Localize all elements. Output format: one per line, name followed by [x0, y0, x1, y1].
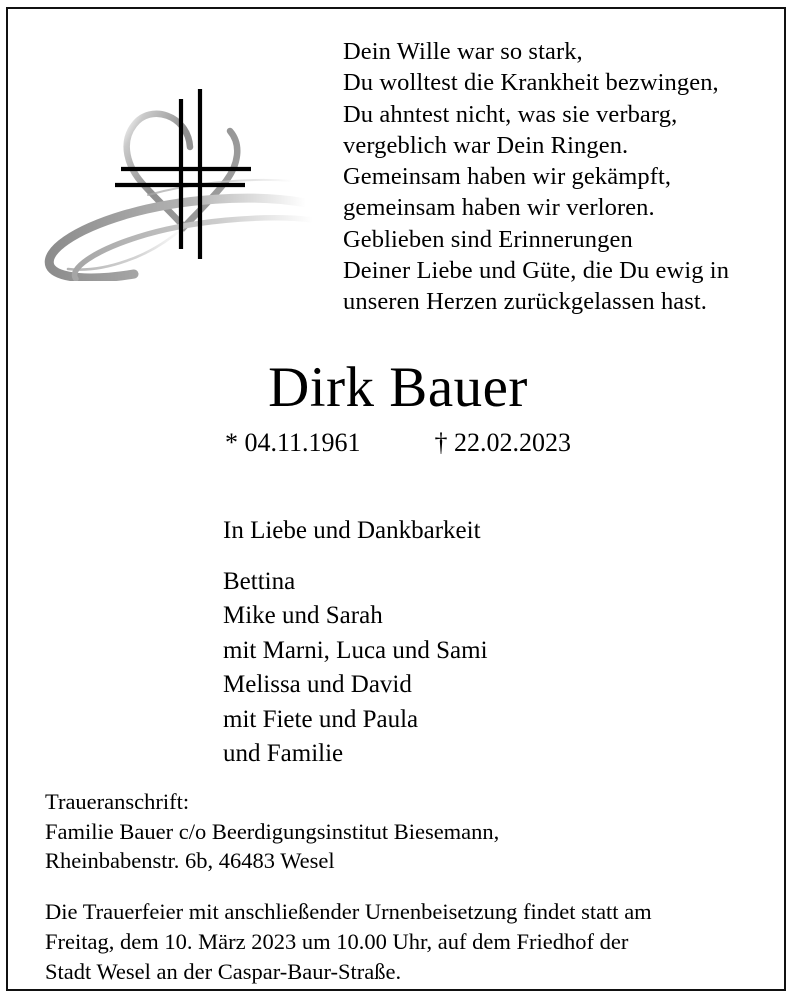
survivor-line: Mike und Sarah	[223, 602, 383, 629]
dedication-text: In Liebe und Dankbarkeit	[223, 517, 481, 544]
address-label: Traueranschrift:	[45, 789, 190, 814]
poem-line: unseren Herzen zurückgelassen hast.	[343, 288, 708, 316]
poem-line: Du ahntest nicht, was sie verbarg,	[343, 100, 678, 128]
deceased-name-block	[8, 357, 788, 459]
poem-line: vergeblich war Dein Ringen.	[343, 131, 629, 159]
address-line: Familie Bauer c/o Beerdigungsinstitut Biesemann,	[45, 818, 500, 844]
obituary-notice	[6, 7, 786, 991]
deceased-name: Dirk Bauer	[268, 356, 528, 419]
survivor-line: mit Marni, Luca und Sami	[223, 636, 488, 664]
poem-line: Deiner Liebe und Güte, die Du ewig in	[343, 257, 730, 285]
poem-line: Geblieben sind Erinnerungen	[343, 225, 633, 253]
survivor-line: Melissa und David	[223, 671, 412, 698]
life-dates	[8, 427, 788, 459]
heart-outline-icon	[68, 114, 237, 270]
survivors-list	[223, 565, 723, 772]
poem-line: Dein Wille war so stark,	[343, 38, 583, 65]
cross-heart-swoosh-emblem	[38, 81, 323, 281]
ceremony-line: Freitag, dem 10. März 2023 um 10.00 Uhr, auf dem Friedhof der	[45, 929, 629, 954]
ceremony-line: Die Trauerfeier mit anschließender Urnenbeisetzung findet statt am	[45, 899, 652, 924]
death-date: † 22.02.2023	[434, 428, 572, 457]
survivor-line: mit Fiete und Paula	[223, 705, 419, 733]
survivor-line: und Familie	[223, 740, 344, 767]
address-line: Rheinbabenstr. 6b, 46483 Wesel	[45, 848, 335, 873]
memorial-poem	[343, 36, 773, 318]
ceremony-line: Stadt Wesel an der Caspar-Baur-Straße.	[45, 959, 402, 984]
condolence-address	[45, 787, 765, 876]
birth-date: * 04.11.1961	[224, 428, 361, 457]
poem-line: Gemeinsam haben wir gekämpft,	[343, 163, 672, 191]
poem-line: gemeinsam haben wir verloren.	[343, 194, 655, 222]
poem-line: Du wolltest die Krankheit bezwingen,	[343, 69, 719, 97]
survivor-line: Bettina	[223, 567, 296, 595]
ceremony-details	[45, 897, 770, 987]
family-block	[223, 514, 723, 772]
